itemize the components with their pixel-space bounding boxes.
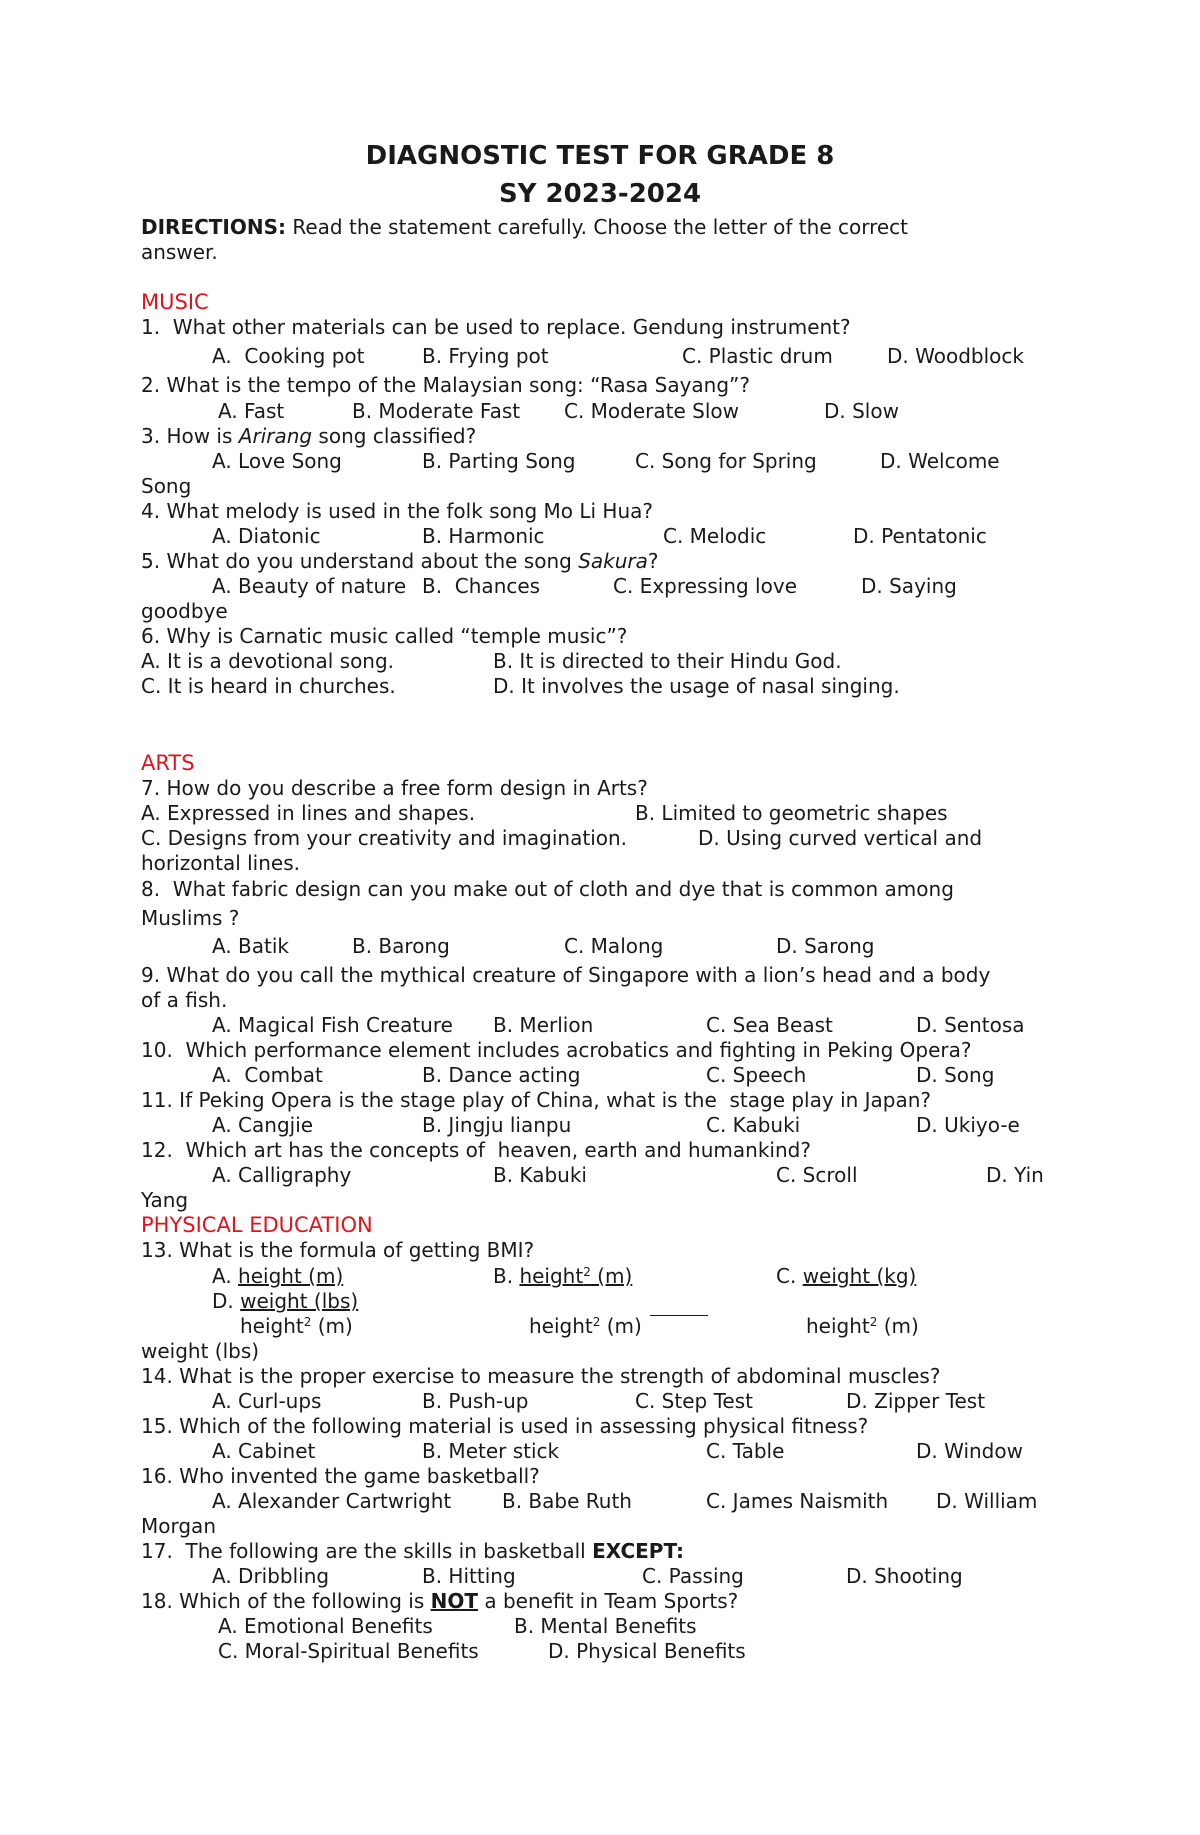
question-10: 10. Which performance element includes acrobatics and fighting in Peking Opera? (141, 1038, 972, 1062)
q3-stem-pre: 3. How is (141, 424, 239, 448)
question-5 (141, 549, 659, 573)
q12-option-a: A. Calligraphy (212, 1163, 352, 1187)
q13-den-c-unit: (m) (877, 1314, 919, 1338)
q14-option-b: B. Push-up (422, 1389, 529, 1413)
section-heading-music: MUSIC (141, 290, 209, 314)
q13-denominator-a (240, 1314, 353, 1338)
directions (141, 215, 908, 239)
q12-option-d: D. Yin (986, 1163, 1044, 1187)
q9-option-c: C. Sea Beast (706, 1013, 833, 1037)
question-7: 7. How do you describe a free form design in Arts? (141, 776, 648, 800)
q13-a-numerator: height (m) (238, 1264, 344, 1288)
q12-option-c: C. Scroll (776, 1163, 858, 1187)
q17-stem-pre: 17. The following are the skills in basketball (141, 1539, 593, 1563)
q13-c-numerator: weight (kg) (802, 1264, 917, 1288)
q3-option-a: A. Love Song (212, 449, 342, 473)
q18-stem-bold: NOT (430, 1589, 479, 1613)
q4-option-a: A. Diatonic (212, 524, 321, 548)
q8-option-a: A. Batik (212, 934, 290, 958)
q3-option-c: C. Song for Spring (635, 449, 817, 473)
school-year: SY 2023-2024 (498, 179, 702, 209)
question-18 (141, 1589, 738, 1613)
q3-stem-post: song classified? (312, 424, 477, 448)
q7-wrap: horizontal lines. (141, 851, 300, 875)
question-4: 4. What melody is used in the folk song Mo Li Hua? (141, 499, 654, 523)
q11-option-d: D. Ukiyo-e (916, 1113, 1020, 1137)
directions-label: DIRECTIONS: (141, 215, 287, 239)
q13-option-a (212, 1264, 343, 1288)
q17-option-d: D. Shooting (846, 1564, 963, 1588)
question-16: 16. Who invented the game basketball? (141, 1464, 540, 1488)
q13-den-c-text: height (806, 1314, 870, 1338)
q6-option-a: A. It is a devotional song. (141, 649, 395, 673)
q16-option-a: A. Alexander Cartwright (212, 1489, 452, 1513)
q5-option-c: C. Expressing love (613, 574, 797, 598)
q13-b-fraction-line (650, 1315, 708, 1316)
q13-denominator-b (529, 1314, 642, 1338)
q10-option-a: A. Combat (212, 1063, 323, 1087)
q7-option-a: A. Expressed in lines and shapes. (141, 801, 476, 825)
q18-option-d: D. Physical Benefits (548, 1639, 746, 1663)
q10-option-c: C. Speech (706, 1063, 807, 1087)
q16-wrap: Morgan (141, 1514, 216, 1538)
q6-option-d: D. It involves the usage of nasal singing. (493, 674, 900, 698)
question-1: 1. What other materials can be used to replace. Gendung instrument? (141, 315, 851, 339)
q18-option-c: C. Moral-Spiritual Benefits (218, 1639, 479, 1663)
q7-option-d: D. Using curved vertical and (698, 826, 983, 850)
q5-wrap: goodbye (141, 599, 228, 623)
question-8: 8. What fabric design can you make out of cloth and dye that is common among (141, 877, 954, 901)
q17-stem-bold: EXCEPT: (592, 1539, 684, 1563)
q1-option-a: A. Cooking pot (212, 344, 365, 368)
question-15: 15. Which of the following material is used in assessing physical fitness? (141, 1414, 869, 1438)
q16-option-b: B. Babe Ruth (502, 1489, 632, 1513)
q13-a-letter: A. (212, 1264, 239, 1288)
q13-denominator-d: weight (lbs) (141, 1339, 260, 1363)
q14-option-c: C. Step Test (635, 1389, 753, 1413)
q13-den-b-unit: (m) (600, 1314, 642, 1338)
q14-option-a: A. Curl-ups (212, 1389, 322, 1413)
q9-option-a: A. Magical Fish Creature (212, 1013, 453, 1037)
q16-option-d: D. William (936, 1489, 1038, 1513)
question-12: 12. Which art has the concepts of heaven, earth and humankind? (141, 1138, 811, 1162)
q16-option-c: C. James Naismith (706, 1489, 889, 1513)
q11-option-a: A. Cangjie (212, 1113, 314, 1137)
q13-den-b-text: height (529, 1314, 593, 1338)
q13-denominator-c (806, 1314, 919, 1338)
q15-option-b: B. Meter stick (422, 1439, 560, 1463)
q1-option-d: D. Woodblock (887, 344, 1024, 368)
q15-option-d: D. Window (916, 1439, 1023, 1463)
q13-b-sup: 2 (583, 1265, 591, 1279)
question-3 (141, 424, 476, 448)
q15-option-c: C. Table (706, 1439, 785, 1463)
q9-stem-wrap: of a fish. (141, 988, 228, 1012)
q13-c-letter: C. (776, 1264, 803, 1288)
question-9: 9. What do you call the mythical creature of Singapore with a lion’s head and a body (141, 963, 991, 987)
q13-b-num-text: height (519, 1264, 584, 1288)
q5-stem-em: Sakura (578, 549, 648, 573)
section-heading-pe: PHYSICAL EDUCATION (141, 1213, 373, 1237)
q4-option-c: C. Melodic (663, 524, 767, 548)
q17-option-a: A. Dribbling (212, 1564, 330, 1588)
q8-option-b: B. Barong (352, 934, 450, 958)
q5-option-b: B. Chances (422, 574, 541, 598)
q17-option-c: C. Passing (642, 1564, 744, 1588)
q18-stem-pre: 18. Which of the following is (141, 1589, 431, 1613)
q13-den-a-text: height (240, 1314, 304, 1338)
q18-option-a: A. Emotional Benefits (218, 1614, 433, 1638)
q13-den-a-sup: 2 (303, 1315, 312, 1329)
q4-option-b: B. Harmonic (422, 524, 545, 548)
q5-stem-post: ? (647, 549, 659, 573)
q11-option-c: C. Kabuki (706, 1113, 801, 1137)
q2-option-d: D. Slow (824, 399, 899, 423)
q15-option-a: A. Cabinet (212, 1439, 316, 1463)
question-13: 13. What is the formula of getting BMI? (141, 1238, 535, 1262)
directions-cont: answer. (141, 240, 218, 264)
q3-stem-em: Arirang (238, 424, 313, 448)
q10-option-d: D. Song (916, 1063, 995, 1087)
q1-option-b: B. Frying pot (422, 344, 549, 368)
question-14: 14. What is the proper exercise to measure the strength of abdominal muscles? (141, 1364, 941, 1388)
q13-d-numerator: weight (lbs) (240, 1289, 359, 1313)
q12-option-b: B. Kabuki (493, 1163, 587, 1187)
q1-option-c: C. Plastic drum (682, 344, 833, 368)
q3-option-d: D. Welcome (880, 449, 1000, 473)
q4-option-d: D. Pentatonic (853, 524, 987, 548)
q13-b-numerator (519, 1264, 632, 1288)
question-11: 11. If Peking Opera is the stage play of China, what is the stage play in Japan? (141, 1088, 932, 1112)
q13-option-d (212, 1289, 358, 1313)
q13-d-letter: D. (212, 1289, 241, 1313)
q2-option-a: A. Fast (218, 399, 285, 423)
question-17 (141, 1539, 684, 1563)
q8-stem-wrap: Muslims ? (141, 906, 240, 930)
q2-option-b: B. Moderate Fast (352, 399, 521, 423)
q8-option-d: D. Sarong (776, 934, 875, 958)
q5-stem-pre: 5. What do you understand about the song (141, 549, 579, 573)
q17-option-b: B. Hitting (422, 1564, 516, 1588)
q13-den-c-sup: 2 (869, 1315, 878, 1329)
question-6: 6. Why is Carnatic music called “temple music”? (141, 624, 628, 648)
q7-option-c: C. Designs from your creativity and imagination. (141, 826, 628, 850)
q13-b-letter: B. (493, 1264, 520, 1288)
page-title: DIAGNOSTIC TEST FOR GRADE 8 (365, 141, 835, 171)
q2-option-c: C. Moderate Slow (564, 399, 739, 423)
q5-option-a: A. Beauty of nature (212, 574, 407, 598)
q8-option-c: C. Malong (564, 934, 664, 958)
q13-option-c (776, 1264, 916, 1288)
q5-option-d: D. Saying (861, 574, 957, 598)
q3-wrap: Song (141, 474, 192, 498)
q13-den-b-sup: 2 (592, 1315, 601, 1329)
section-heading-arts: ARTS (141, 751, 195, 775)
q6-option-b: B. It is directed to their Hindu God. (493, 649, 842, 673)
q6-option-c: C. It is heard in churches. (141, 674, 396, 698)
q10-option-b: B. Dance acting (422, 1063, 581, 1087)
question-2: 2. What is the tempo of the Malaysian song: “Rasa Sayang”? (141, 373, 751, 397)
q18-stem-post: a benefit in Team Sports? (478, 1589, 739, 1613)
q3-option-b: B. Parting Song (422, 449, 576, 473)
q13-den-a-unit: (m) (311, 1314, 353, 1338)
q13-b-unit: (m) (590, 1264, 633, 1288)
q18-option-b: B. Mental Benefits (514, 1614, 697, 1638)
q9-option-d: D. Sentosa (916, 1013, 1025, 1037)
q14-option-d: D. Zipper Test (846, 1389, 986, 1413)
q13-option-b (493, 1264, 632, 1288)
q9-option-b: B. Merlion (493, 1013, 594, 1037)
q7-option-b: B. Limited to geometric shapes (635, 801, 948, 825)
directions-text: Read the statement carefully. Choose the letter of the correct (286, 215, 909, 239)
q12-wrap: Yang (141, 1188, 189, 1212)
q11-option-b: B. Jingju lianpu (422, 1113, 572, 1137)
